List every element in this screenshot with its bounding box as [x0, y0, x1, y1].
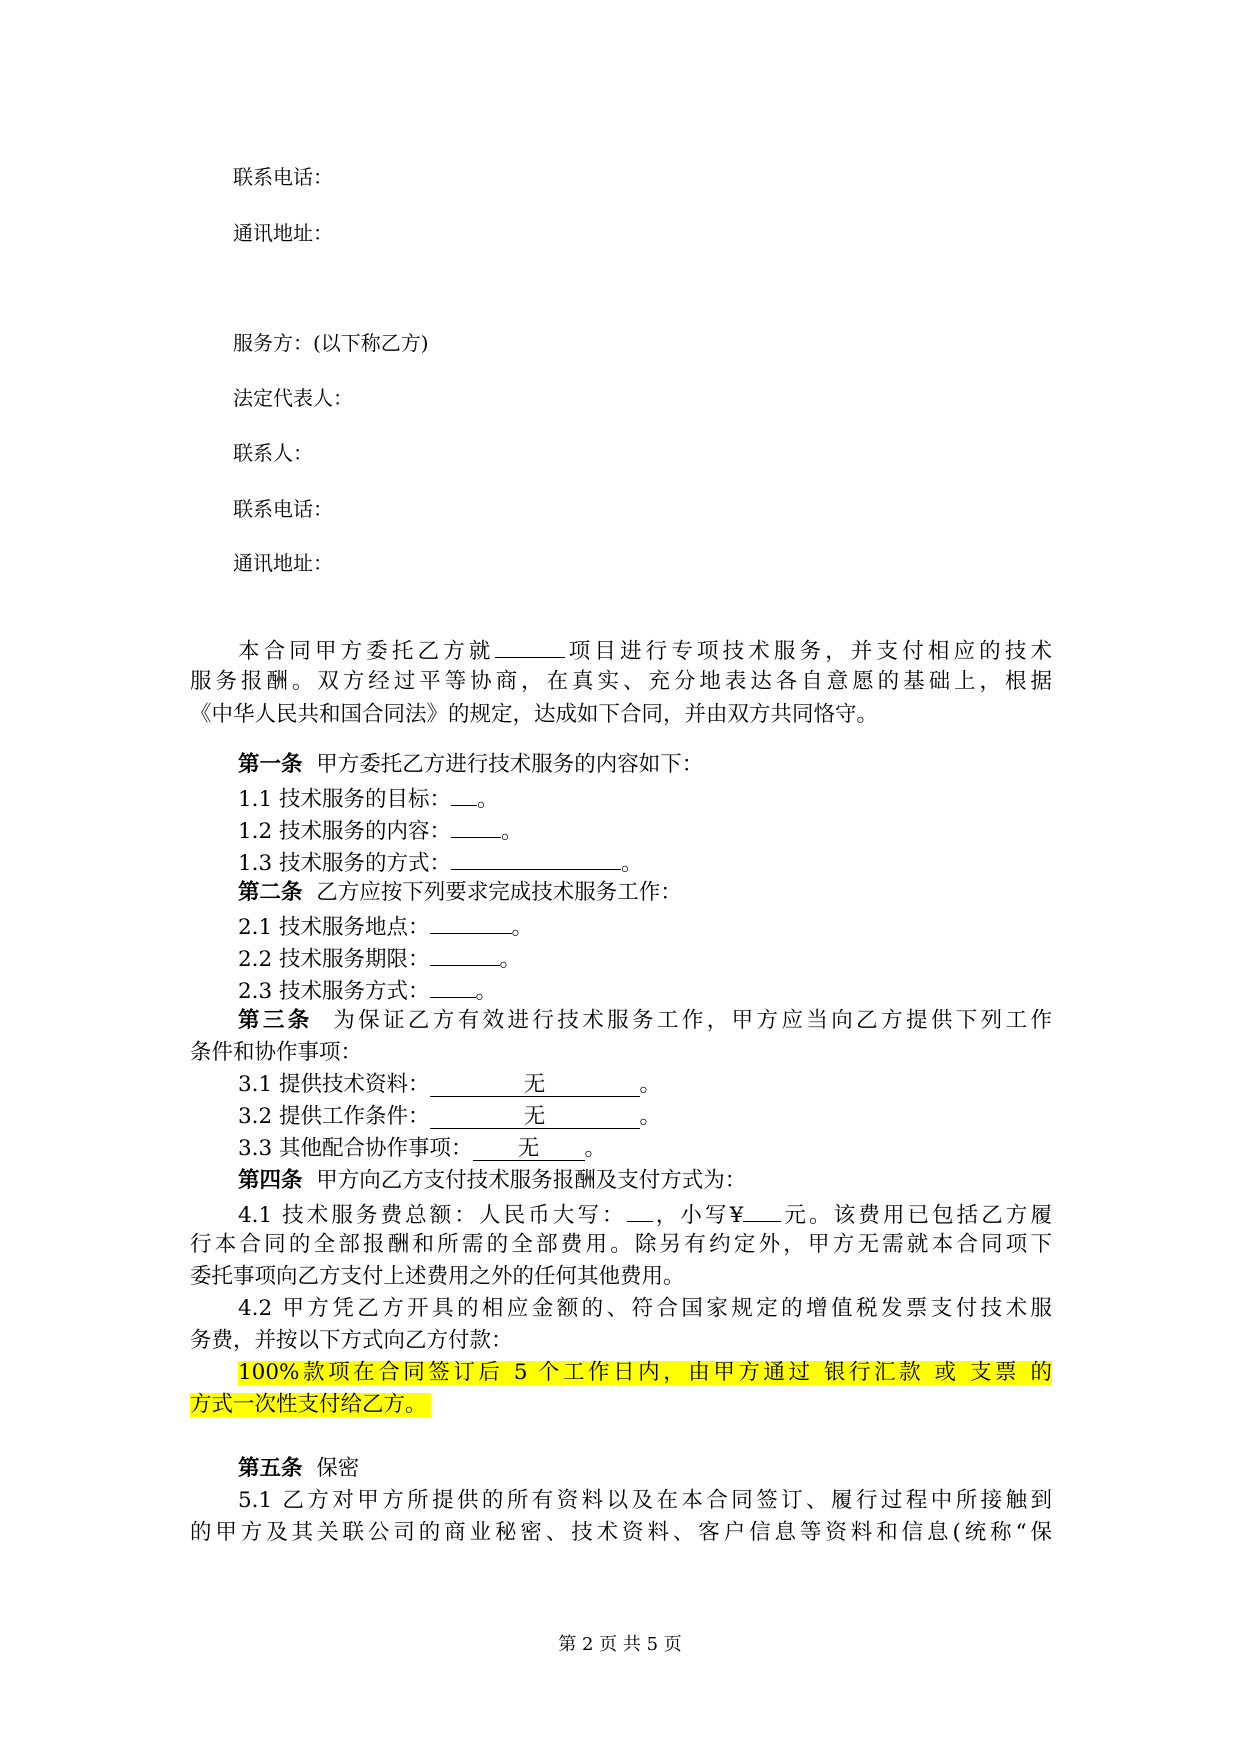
blank-field: [451, 785, 477, 806]
blank-field: [451, 817, 501, 838]
article-2-item-3: 2.3 技术服务方式： 。: [238, 979, 498, 1004]
intro-line-3: 《中华人民共和国合同法》的规定，达成如下合同，并由双方共同恪守。: [190, 702, 879, 727]
article-4-1-line-1: 4.1 技术服务费总额：人民币大写： ，小写¥ 元。该费用已包括乙方履: [238, 1203, 1052, 1228]
article-5-title: 第五条: [238, 1456, 303, 1481]
article-2-item-2: 2.2 技术服务期限： 。: [238, 947, 522, 972]
party-a-phone-label: 联系电话：: [233, 165, 333, 189]
article-4-title: 第四条: [238, 1168, 303, 1193]
article-2-item-1: 2.1 技术服务地点： 。: [238, 915, 534, 940]
party-b-contact-label: 联系人：: [233, 441, 313, 465]
intro-line-1: 本合同甲方委托乙方就 项目进行专项技术服务，并支付相应的技术: [238, 639, 1052, 664]
article-3-heading-cont: 条件和协作事项：: [190, 1040, 363, 1065]
article-1-item-3: 1.3 技术服务的方式： 。: [238, 851, 643, 876]
filled-field: 无: [430, 1074, 640, 1097]
article-3-item-1: 3.1 提供技术资料： 无 。: [238, 1072, 662, 1097]
blank-field: [451, 849, 621, 870]
payment-terms-line-2: 方式一次性支付给乙方。: [190, 1393, 431, 1417]
party-b-legal-rep-label: 法定代表人：: [233, 386, 353, 410]
article-4-2-line-2: 务费，并按以下方式向乙方付款：: [190, 1328, 513, 1353]
filled-field: 无: [430, 1106, 640, 1129]
amount-figures-blank: [743, 1201, 781, 1222]
article-5-1-line-2: 的甲方及其关联公司的商业秘密、技术资料、客户信息等资料和信息(统称“保: [190, 1520, 1052, 1545]
article-4-1-line-2: 行本合同的全部报酬和所需的全部费用。除另有约定外，甲方无需就本合同项下: [190, 1232, 1052, 1257]
article-1-heading: 第一条 甲方委托乙方进行技术服务的内容如下：: [238, 752, 704, 777]
article-4-2-line-1: 4.2 甲方凭乙方开具的相应金额的、符合国家规定的增值税发票支付技术服: [238, 1296, 1052, 1321]
article-5-1-line-1: 5.1 乙方对甲方所提供的所有资料以及在本合同签订、履行过程中所接触到: [238, 1488, 1052, 1513]
payment-terms-line-1: 100%款项在合同签订后 5 个工作日内，由甲方通过 银行汇款 或 支票 的: [238, 1360, 1052, 1385]
amount-words-blank: [627, 1201, 653, 1222]
article-3-item-3: 3.3 其他配合协作事项： 无 。: [238, 1136, 607, 1161]
article-3-title: 第三条: [238, 1008, 313, 1033]
blank-field: [430, 977, 476, 998]
article-2-title: 第二条: [238, 880, 303, 905]
article-5-heading: 第五条 保密: [238, 1456, 360, 1481]
page-number: 第 2 页 共 5 页: [558, 1634, 682, 1655]
party-b-service-label: 服务方：(以下称乙方): [233, 331, 429, 355]
filled-field: 无: [473, 1138, 585, 1161]
article-1-title: 第一条: [238, 752, 303, 777]
blank-field: [430, 945, 500, 966]
article-1-item-2: 1.2 技术服务的内容： 。: [238, 819, 523, 844]
article-1-item-1: 1.1 技术服务的目标： 。: [238, 787, 499, 812]
article-3-item-2: 3.2 提供工作条件： 无 。: [238, 1104, 662, 1129]
article-4-1-line-3: 委托事项向乙方支付上述费用之外的任何其他费用。: [190, 1264, 685, 1289]
party-b-address-label: 通讯地址：: [233, 551, 333, 575]
project-name-blank: [495, 637, 565, 658]
article-4-heading: 第四条 甲方向乙方支付技术服务报酬及支付方式为：: [238, 1168, 747, 1193]
intro-line-2: 服务报酬。双方经过平等协商，在真实、充分地表达各自意愿的基础上，根据: [190, 669, 1052, 694]
party-b-phone-label: 联系电话：: [233, 497, 333, 521]
party-a-address-label: 通讯地址：: [233, 221, 333, 245]
article-3-heading: 第三条 为保证乙方有效进行技术服务工作，甲方应当向乙方提供下列工作: [238, 1008, 1052, 1033]
blank-field: [430, 913, 512, 934]
article-2-heading: 第二条 乙方应按下列要求完成技术服务工作：: [238, 880, 682, 905]
